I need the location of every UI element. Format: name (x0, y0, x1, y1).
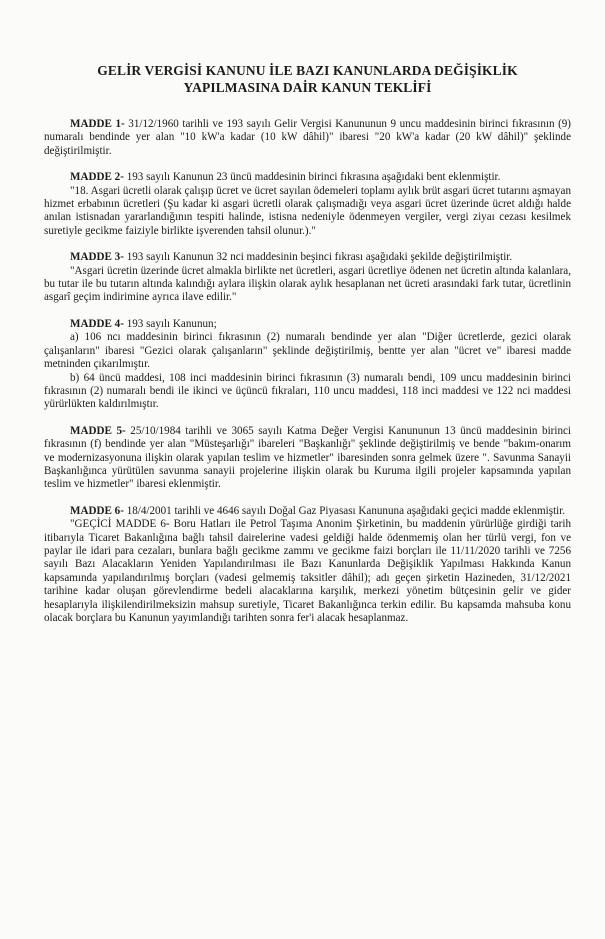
article-text: 25/10/1984 tarihli ve 3065 sayılı Katma Değer Vergisi Kanununun 13 üncü maddesinin birinci fıkrasının (f) bendinde yer alan "Müsteşarlığı" ibareleri "Başkanlığı" şeklinde değiştirilmiş ve bende "bakım-onarım ve modernizasyonuna ilişkin olarak yapılan teslim ve hizmetler" ibaresinden sonra gelmek üzere ". Savunma Sanayii Başkanlığınca yürütülen savunma sanayii projelerine ilişkin olarak bu Kuruma ilgili projeler kapsamında yapılan teslim ve hizmetler" ibaresi eklenmiştir. (44, 424, 571, 491)
article-heading: MADDE 6- (70, 504, 124, 517)
article-6-paragraph-1 (44, 505, 571, 518)
title-line-1: GELİR VERGİSİ KANUNU İLE BAZI KANUNLARDA DEĞİŞİKLİK (97, 63, 518, 78)
article-3-paragraph-1 (44, 251, 571, 264)
article-4-item-b: b) 64 üncü maddesi, 108 inci maddesinin birinci fıkrasının (3) numaralı bendi, 109 uncu maddesinin birinci fıkrasının (2) numaralı bendi ile ikinci ve üçüncü fıkraları, 110 uncu maddesi, 118 inci maddesi ve 122 nci maddesi yürürlükten kaldırılmıştır. (44, 371, 571, 411)
article-6 (44, 505, 571, 626)
article-4-item-a: a) 106 ncı maddesinin birinci fıkrasının (2) numaralı bendinde yer alan "Diğer ücretlerde, gezici olarak çalışanların" ibaresi "Gezici olarak çalışanların" şeklinde değiştirilmiş, bentte yer alan "ücret ve" ibaresi madde metninden çıkarılmıştır. (44, 331, 571, 371)
article-heading: MADDE 3- (70, 251, 124, 264)
article-text: 193 sayılı Kanunun; (123, 317, 217, 330)
article-2 (44, 171, 571, 238)
article-3 (44, 251, 571, 305)
article-heading: MADDE 1- (70, 118, 125, 130)
title-line-2: YAPILMASINA DAİR KANUN TEKLİFİ (183, 80, 432, 95)
article-text: 31/12/1960 tarihli ve 193 sayılı Gelir Vergisi Kanununun 9 uncu maddesinin birinci fıkrasının (9) numaralı bendinde yer alan "10 kW'a kadar (10 kW dâhil)" ibaresi "20 kW'a kadar (20 kW dâhil)" şeklinde değiştirilmiştir. (44, 118, 572, 157)
article-heading: MADDE 5- (70, 424, 126, 437)
article-4-paragraph-1 (44, 318, 571, 331)
article-6-paragraph-2: "GEÇİCİ MADDE 6- Boru Hatları ile Petrol Taşıma Anonim Şirketinin, bu maddenin yürürlüğe girdiği tarih itibarıyla Ticaret Bakanlığına bağlı tahsil dairelerine vadesi geldiği halde ödenmemiş olan her türlü vergi, fon ve paylar ile idari para cezaları, bunlara bağlı gecikme zammı ve gecikme faizi borçları ile 11/11/2020 tarihli ve 7256 sayılı Bazı Alacakların Yeniden Yapılandırılması ile Bazı Kanunlarda Değişiklik Yapılması Hakkında Kanun kapsamında yapılandırılmış borçları (vadesi gelmemiş taksitler dâhil); adı geçen şirketin Hazineden, 31/12/2021 tarihine kadar oluşan görevlendirme bedeli alacaklarına karşılık, merkezi yönetim bütçesinin gelir ve gider hesaplarıyla ilişkilendirilmeksizin mahsup suretiyle, Ticaret Bakanlığınca terkin edilir. Bu kapsamda mahsuba konu olacak borçlara bu Kanunun yayımlandığı tarihten sonra fer'i alacak hesaplanmaz. (44, 518, 571, 624)
article-2-paragraph-2: "18. Asgari ücretli olarak çalışıp ücret ve ücret sayılan ödemeleri toplamı aylık brüt asgari ücret tutarını aşmayan hizmet erbabının ücretleri (Şu kadar ki asgari ücretli olarak çalışmadığı veya asgari ücret üzerinde ücret aldığı halde anılan istisnadan yararlandığının tespiti halinde, istisna nedeniyle ödenmeyen vergiler, vergi ziyaı cezası kesilmek suretiyle gecikme faiziyle birlikte işverenden tahsil olunur.)." (44, 184, 571, 237)
article-text: 193 sayılı Kanunun 32 nci maddesinin beşinci fıkrası aşağıdaki şekilde değiştirilmiştir. (123, 251, 513, 264)
article-3-paragraph-2: "Asgari ücretin üzerinde ücret almakla birlikte net ücretleri, asgari ücretliye ödenen net ücretin altında kalanlara, bu tutar ile bu tutarın altında kalındığı aylara ilişkin olarak aylık hesaplanan net ücreti arasındaki fark tutar, ücretlinin asgarî geçim indirimine ayrıca ilave edilir." (44, 264, 571, 304)
document-title (44, 62, 571, 96)
article-5-paragraph-1 (44, 425, 571, 492)
article-text: 193 sayılı Kanunun 23 üncü maddesinin birinci fıkrasına aşağıdaki bent eklenmiştir. (123, 171, 501, 184)
article-text: 18/4/2001 tarihli ve 4646 sayılı Doğal Gaz Piyasası Kanununa aşağıdaki geçici madde eklenmiştir. (123, 504, 566, 517)
article-4 (44, 318, 571, 412)
article-1 (44, 118, 571, 158)
article-heading: MADDE 4- (70, 317, 124, 330)
article-1-paragraph-1 (44, 118, 571, 158)
article-5 (44, 425, 571, 492)
article-heading: MADDE 2- (70, 171, 124, 184)
article-2-paragraph-1 (44, 171, 571, 184)
